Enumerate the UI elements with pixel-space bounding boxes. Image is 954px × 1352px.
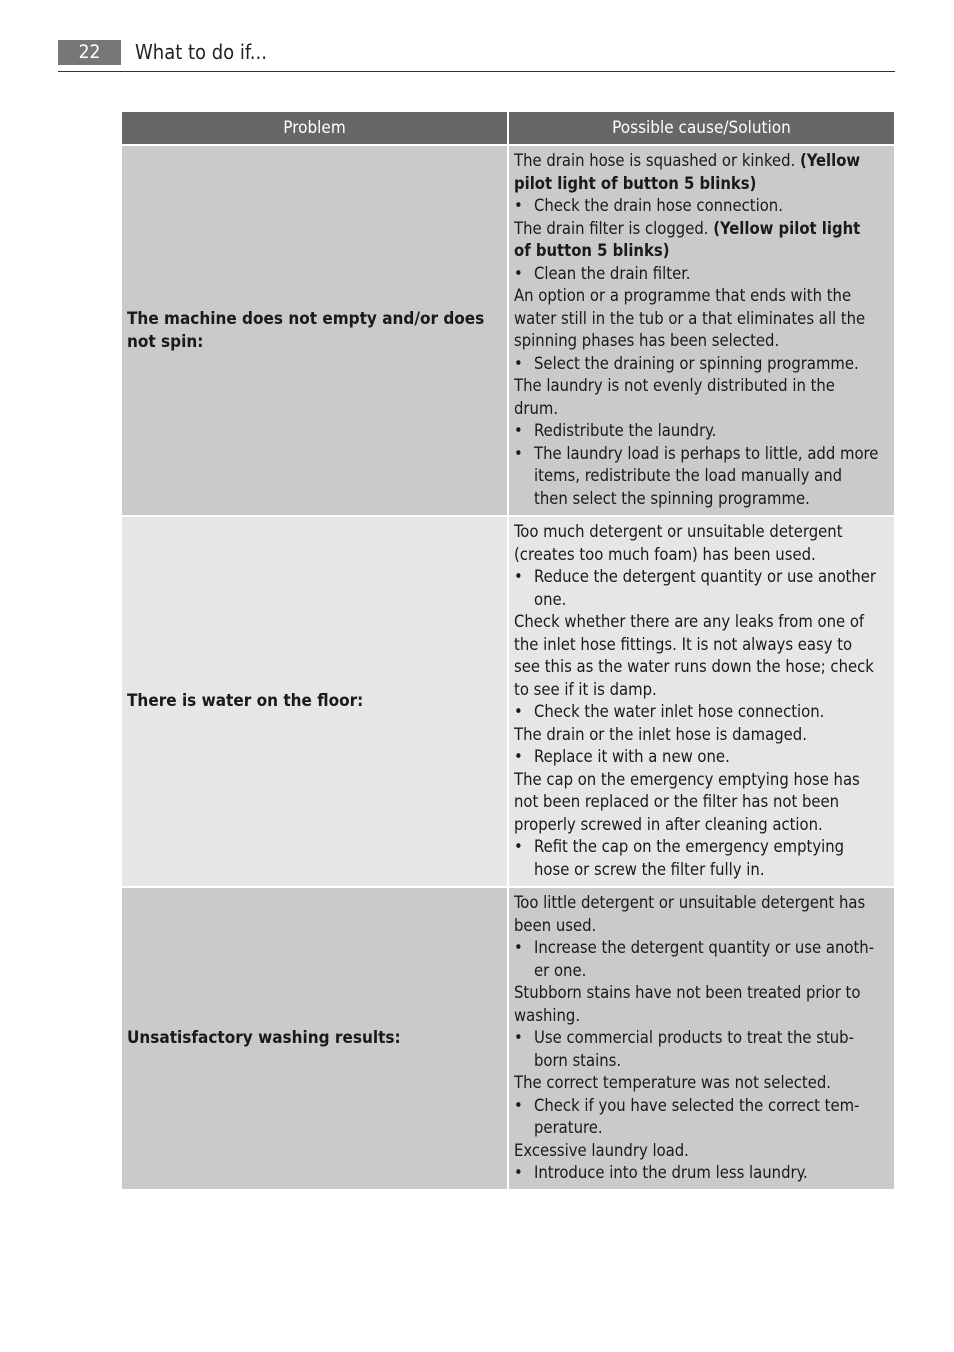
cause-text: properly screwed in after cleaning action. — [514, 814, 823, 834]
table-header — [122, 112, 894, 144]
cause-text: Too much detergent or unsuitable detergent — [514, 522, 843, 541]
cause-text: The laundry is not evenly distributed in the — [514, 376, 835, 395]
troubleshooting-table — [122, 112, 894, 1189]
cause-text: spinning phases has been selected. — [514, 331, 780, 350]
cause-text: the inlet hose fittings. It is not always easy to — [514, 634, 853, 654]
table-row — [122, 888, 894, 1189]
problem-cell — [122, 146, 507, 515]
cause-text: pilot light of button 5 blinks) — [514, 173, 757, 193]
solution-bullet: • Replace it with a new one. — [514, 747, 730, 766]
problem-text: not spin: — [127, 331, 204, 352]
solution-bullet: • Refit the cap on the emergency emptying hose or screw the filter fully in. — [514, 837, 845, 879]
solution-bullet: • Increase the detergent quantity or use anoth- er one. — [514, 938, 875, 980]
section-title: What to do if... — [135, 40, 267, 64]
solution-bullet: • Select the draining or spinning programme. — [514, 353, 859, 373]
solution-cell — [509, 517, 894, 886]
problem-cell — [122, 888, 507, 1189]
cause-text: The correct temperature was not selected. — [514, 1073, 832, 1092]
solution-cell — [509, 146, 894, 515]
cause-text: been used. — [514, 915, 597, 935]
problem-text: There is water on the floor: — [127, 691, 364, 711]
page-header — [58, 40, 895, 72]
cause-text: Stubborn stains have not been treated prior to — [514, 983, 861, 1002]
cause-text: water still in the tub or a that eliminates all the — [514, 308, 866, 328]
table-row — [122, 146, 894, 515]
column-header-solution: Possible cause/Solution — [509, 112, 894, 144]
cause-text: washing. — [514, 1005, 581, 1025]
problem-cell — [122, 517, 507, 886]
solution-bullet: • Clean the drain filter. — [514, 263, 691, 283]
cause-text: to see if it is damp. — [514, 679, 657, 699]
cause-text: of button 5 blinks) — [514, 241, 670, 260]
problem-text: Unsatisfactory washing results: — [127, 1028, 401, 1048]
column-header-problem: Problem — [122, 112, 507, 144]
solution-bullet: • Redistribute the laundry. — [514, 421, 717, 440]
solution-bullet: • Check if you have selected the correct tem- perature. — [514, 1095, 860, 1137]
cause-text: (creates too much foam) has been used. — [514, 544, 816, 564]
cause-text: Too little detergent or unsuitable detergent has — [514, 893, 866, 912]
cause-text: The drain or the inlet hose is damaged. — [514, 724, 807, 744]
solution-bullet: • Use commercial products to treat the stub- born stains. — [514, 1028, 854, 1070]
cause-text: Check whether there are any leaks from one of — [514, 612, 865, 631]
solution-bullet: • Reduce the detergent quantity or use another one. — [514, 567, 876, 609]
solution-cell — [509, 888, 894, 1189]
solution-bullet: • Check the drain hose connection. — [514, 196, 783, 215]
solution-bullet: • The laundry load is perhaps to little, add more items, redistribute the load manually and then select the spinning programme. — [514, 443, 879, 508]
cause-text: The drain filter is clogged. (Yellow pilot light — [514, 218, 861, 238]
cause-text: The cap on the emergency emptying hose has — [514, 769, 860, 789]
problem-text: The machine does not empty and/or does — [127, 308, 485, 329]
solution-bullet: • Introduce into the drum less laundry. — [514, 1163, 808, 1182]
page-number: 22 — [58, 40, 121, 65]
cause-text: The drain hose is squashed or kinked. (Yellow — [514, 151, 861, 170]
cause-text: not been replaced or the filter has not been — [514, 792, 840, 811]
solution-bullet: • Check the water inlet hose connection. — [514, 702, 825, 721]
cause-text: Excessive laundry load. — [514, 1140, 689, 1160]
cause-text: see this as the water runs down the hose; check — [514, 657, 874, 676]
table-row — [122, 517, 894, 886]
cause-text: drum. — [514, 398, 559, 418]
cause-text: An option or a programme that ends with the — [514, 286, 852, 305]
